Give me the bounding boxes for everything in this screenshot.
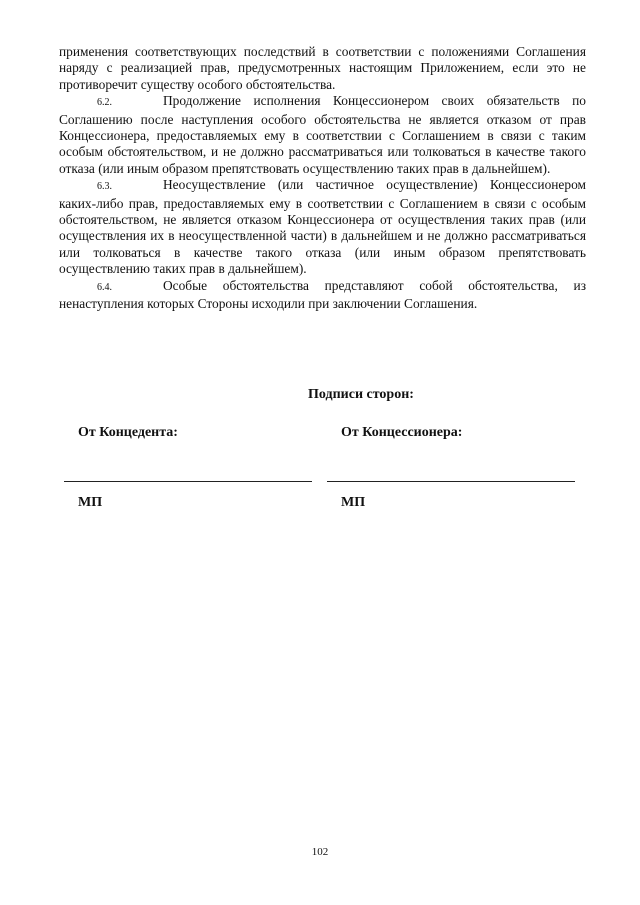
page-number: 102 [311, 846, 329, 858]
concessionaire-label: От Концессионера: [341, 425, 463, 440]
clause-6-4 [59, 278, 586, 313]
clause-6-2 [59, 93, 586, 177]
grantor-stamp-label: МП [78, 495, 103, 510]
intro-paragraph: применения соответствующих последствий в соответствии с положениями Соглашения наряду с реализацией прав, предусмотренных настоящим Приложением, если это не противоречит существу особого обстоятельства. [59, 44, 586, 92]
grantor-signature-line [64, 481, 312, 482]
clause-6-3 [59, 177, 586, 277]
concessionaire-signature-line [327, 481, 575, 482]
body-text [59, 44, 586, 313]
concessionaire-stamp-label: МП [341, 495, 366, 510]
clause-text: Продолжение исполнения Концессионером своих обязательств по Соглашению после наступления особого обстоятельства не является отказом от прав Концессионера, предоставляемых ему в соответствии с Соглашением в связи с таким особым обстоятельством, и не должно рассматриваться или толковаться в качестве такого отказа (или иным образом препятствовать осуществлению таких прав в дальнейшем). [59, 93, 586, 176]
clause-text: Неосуществление (или частичное осуществление) Концессионером каких-либо прав, предоставляемых ему в соответствии с Соглашением в связи с особым обстоятельством, не является отказом Концессионера от осуществления таких прав (или осуществления их в неосуществленной части) в дальнейшем и не должно рассматриваться или толковаться в качестве такого отказа (или иным образом препятствовать осуществлению таких прав в дальнейшем). [59, 177, 586, 277]
clause-text: Особые обстоятельства представляют собой обстоятельства, из ненаступления которых Стороны исходили при заключении Соглашения. [59, 277, 586, 312]
grantor-label: От Концедента: [78, 425, 178, 440]
clause-number: 6.4. [97, 281, 112, 293]
clause-number: 6.3. [97, 181, 112, 193]
signatures-title: Подписи сторон: [308, 387, 414, 402]
clause-number: 6.2. [97, 97, 112, 109]
